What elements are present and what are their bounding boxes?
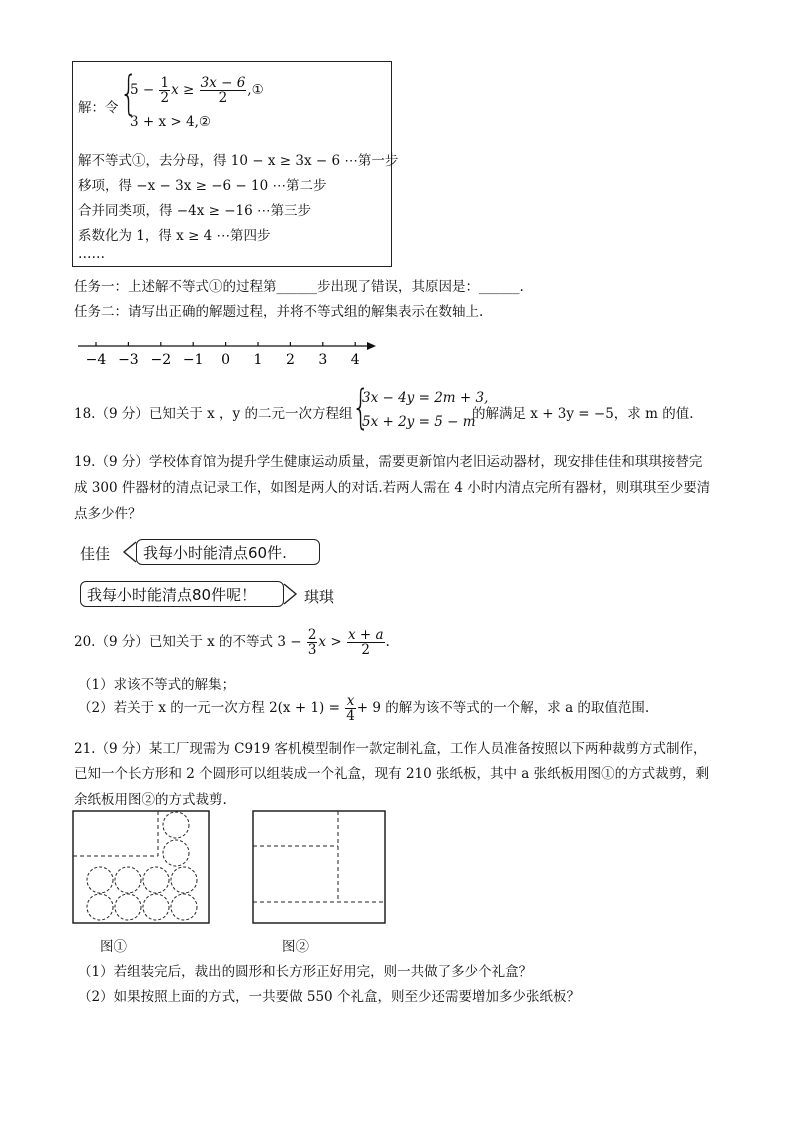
number-line-label: −1 xyxy=(182,352,204,368)
speaker-jiajia: 佳佳 xyxy=(80,545,111,563)
q18-brace: { xyxy=(352,380,370,434)
number-line-label: −4 xyxy=(85,352,107,368)
q19-line-1: 19.（9 分）学校体育馆为提升学生健康运动质量，需要更新馆内老旧运动器材，现安排佳佳和琪琪接替完 xyxy=(74,454,703,470)
q20-sub-2: （2）若关于 x 的一元一次方程 2(x + 1) = $\frac{x}{4}$ + 9 的解为该不等式的一个解，求 a 的取值范围. xyxy=(78,693,650,725)
figure-1-label: 图① xyxy=(100,939,127,955)
figure-2-label: 图② xyxy=(282,939,309,955)
solution-step-2: 移项，得 −x − 3x ≥ −6 − 10 ⋯第二步 xyxy=(78,178,327,194)
figure-2-cutting-pattern xyxy=(252,810,388,926)
q19-line-3: 点多少件？ xyxy=(74,506,142,522)
speech-bubble-qiqi: 我每小时能清点80件呢！ xyxy=(80,581,284,607)
q21-sub-1: （1）若组装完后，裁出的圆形和长方形正好用完，则一共做了多少个礼盒？ xyxy=(78,964,533,980)
task-2: 任务二：请写出正确的解题过程，并将不等式组的解集表示在数轴上. xyxy=(74,304,484,320)
q20-stem: 20.（9 分）已知关于 x 的不等式 3 − $\frac{2}{3}$ x > $\frac{x + a}{2}$ . xyxy=(74,627,390,659)
q18-equation-2: 5x + 2y = 5 − m xyxy=(362,414,476,430)
q21-line-1: 21.（9 分）某工厂现需为 C919 客机模型制作一款定制礼盒，工作人员准备按照以下两种裁剪方式制作， xyxy=(74,741,707,757)
speech-bubble-jiajia: 我每小时能清点60件. xyxy=(136,539,320,565)
q18-prefix: 18.（9 分）已知关于 x ，y 的二元一次方程组 xyxy=(74,406,353,422)
number-line-label: −2 xyxy=(150,352,172,368)
inequality-2: 3 + x > 4,② xyxy=(130,114,211,130)
solution-prefix: 解：令 xyxy=(78,100,119,116)
solution-step-1: 解不等式①，去分母，得 10 − x ≥ 3x − 6 ⋯第一步 xyxy=(78,153,399,169)
number-line-label: −3 xyxy=(118,352,139,368)
q18-equation-1: 3x − 4y = 2m + 3, xyxy=(362,390,489,406)
solution-ellipsis: …… xyxy=(78,246,105,262)
number-line-label: 1 xyxy=(253,352,263,368)
solution-step-4: 系数化为 1，得 x ≥ 4 ⋯第四步 xyxy=(78,228,271,244)
number-line-label: 0 xyxy=(221,352,231,368)
q20-sub-1: （1）求该不等式的解集； xyxy=(78,677,236,693)
q19-line-2: 成 300 件器材的清点记录工作，如图是两人的对话.若两人需在 4 小时内清点完所有器材，则琪琪至少要清 xyxy=(74,480,711,496)
q21-line-2: 已知一个长方形和 2 个圆形可以组装成一个礼盒，现有 210 张纸板，其中 a 张纸板用图①的方式裁剪，剩 xyxy=(74,766,710,782)
number-line-label: 2 xyxy=(285,352,295,368)
bubble-2-tail xyxy=(282,582,302,606)
q18-suffix: 的解满足 x + 3y = −5，求 m 的值. xyxy=(472,406,694,422)
inequality-1: 5 − $\frac{1}{2}$ x ≥ $\frac{3x - 6}{2}$ ,① xyxy=(130,75,264,107)
number-line-label: 4 xyxy=(350,352,360,368)
bubble-1-tail xyxy=(118,540,138,564)
number-line xyxy=(76,336,386,372)
q21-line-3: 余纸板用图②的方式裁剪. xyxy=(74,792,227,808)
solution-step-3: 合并同类项，得 −4x ≥ −16 ⋯第三步 xyxy=(78,203,311,219)
figure-1-cutting-pattern xyxy=(72,810,212,926)
number-line-label: 3 xyxy=(318,352,328,368)
system-brace: { xyxy=(120,66,138,120)
task-1: 任务一：上述解不等式①的过程第______步出现了错误，其原因是：______. xyxy=(74,279,524,295)
speaker-qiqi: 琪琪 xyxy=(304,588,335,606)
q21-sub-2: （2）如果按照上面的方式，一共要做 550 个礼盒，则至少还需要增加多少张纸板？ xyxy=(78,989,580,1005)
